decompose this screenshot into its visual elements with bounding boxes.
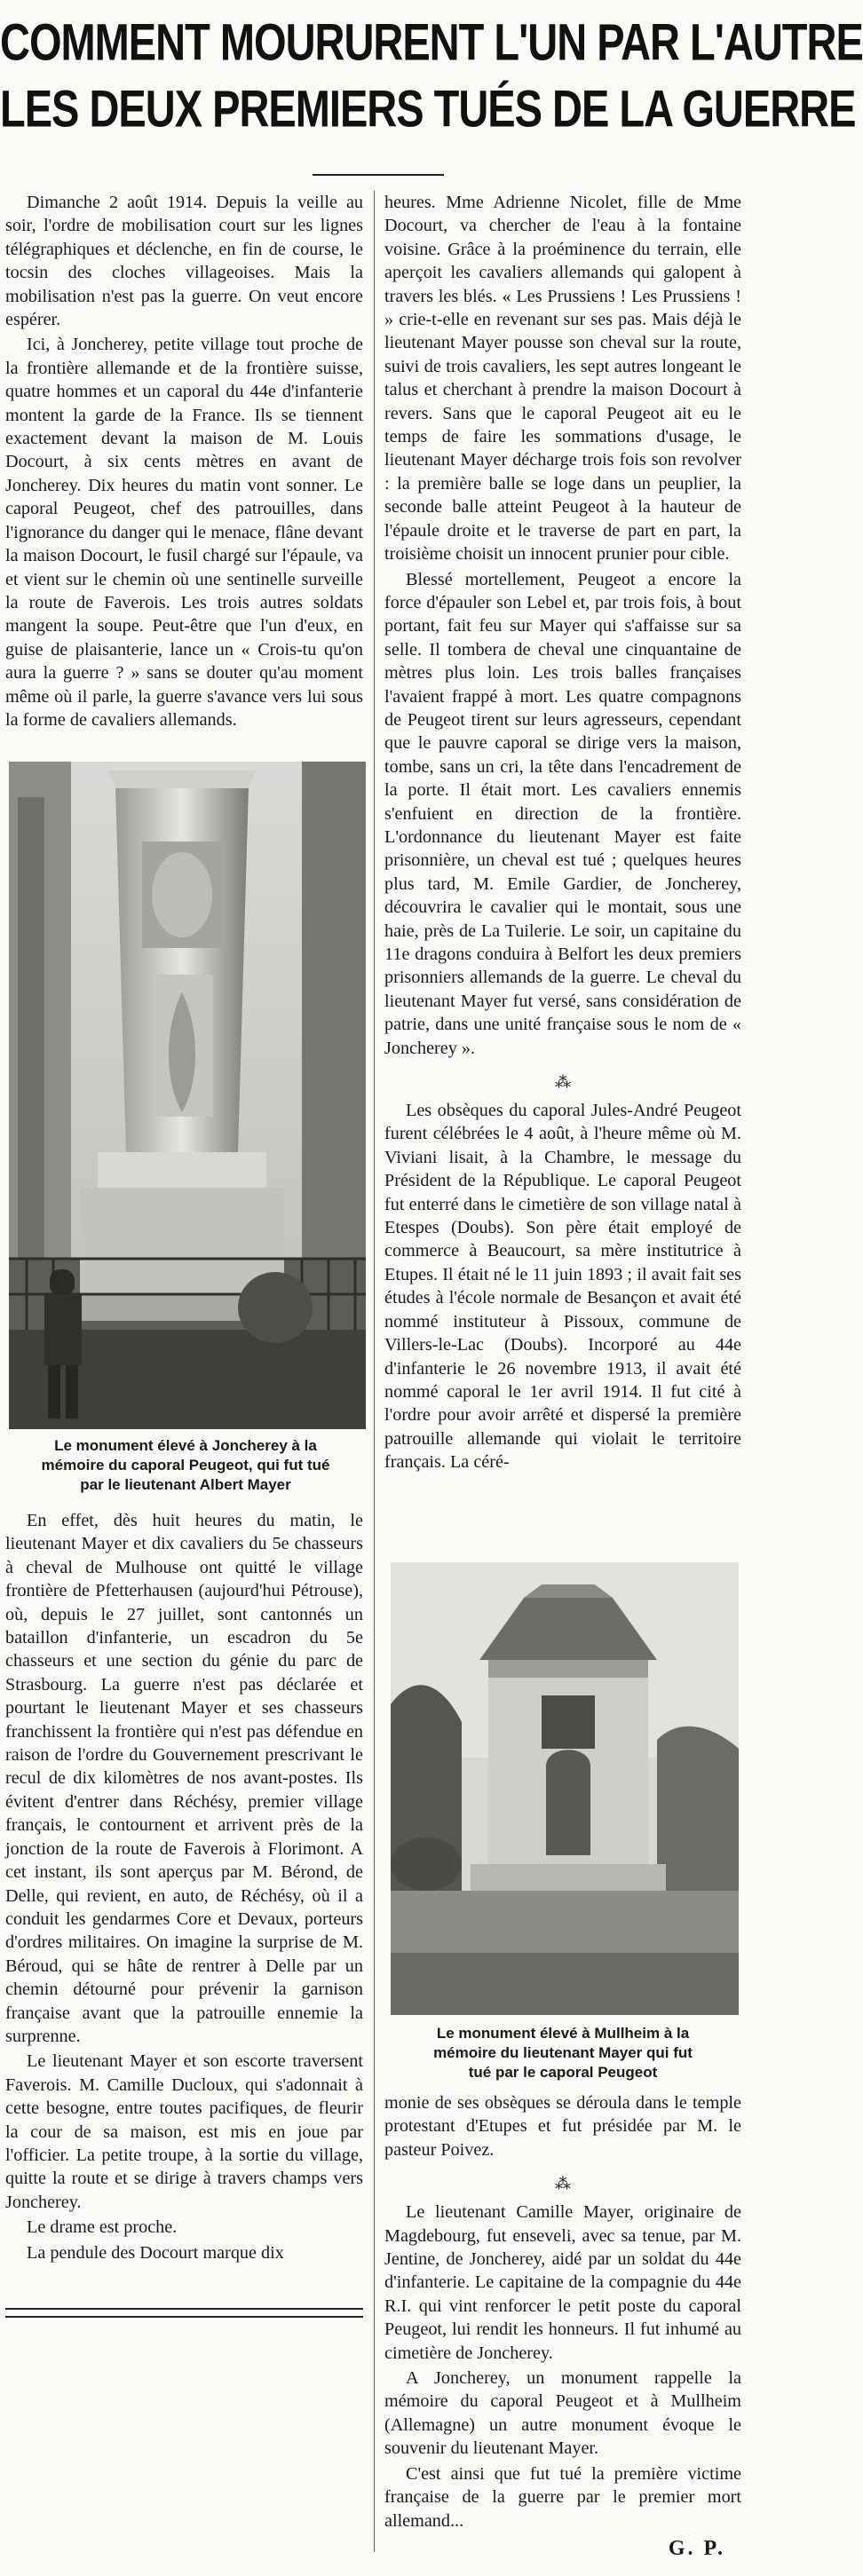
paragraph: Ici, à Joncherey, petite village tout proche de la frontière allemande et de la frontière suisse, quatre hommes et un caporal du 44e d'infanterie montent la garde de la France. Ils se tiennent exactement devant la maison de M. Louis Docourt, à six cents mètres en avant de Joncherey. Dix heures du matin vont sonner. Le caporal Peugeot, chef des patrouilles, dans l'ignorance du danger qui le menace, flâne devant la maison Docourt, le fusil chargé sur l'épaule, va et vient sur le chemin où une sentinelle surveille la route de Faverois. Les trois autres soldats mangent la soupe. Peut-être que l'un d'eux, en guise de plaisanterie, lance un « Crois-tu qu'on aura la guerre ? » sans se douter qu'au moment même où il parle, la guerre s'avance vers lui sous la forme de cavaliers allemands. [5, 335, 363, 730]
caption-line: tué par le caporal Peugeot [468, 2064, 658, 2081]
paragraph: heures. Mme Adrienne Nicolet, fille de Mme Docourt, va chercher de l'eau à la fontaine voisine. Grâce à la proéminence du terrain, elle aperçoit les cavaliers allemands qui galopent à travers les blés. « Les Prussiens ! Les Prussiens ! » crie-t-elle en revenant sur ses pas. Mais déjà le lieutenant Mayer pousse son cheval sur la route, suivi de trois cavaliers, les sept autres longeant le talus et cherchant à prendre la maison Docourt à revers. Sans que le caporal Peugeot ait eu le temps de faire les sommations d'usage, le lieutenant Mayer décharge trois fois son revolver : la première balle se loge dans un peuplier, la seconde balle atteint Peugeot à la hauteur de l'épaule droite et le traverse de part en part, la troisième choisit un innocent prunier pour cible. [384, 193, 741, 565]
headline [0, 9, 863, 142]
paragraph: Les obsèques du caporal Jules-André Peugeot furent célébrées le 4 août, à l'heure même où M. Viviani lisait, à la Chambre, le message du Président de la République. Le caporal Peugeot fut enterré dans le cimetière de son village natal à Etespes (Doubs). Son père était employé de commerce à Beaucourt, sa mère institutrice à Etupes. Il était né le 11 juin 1893 ; il avait fait ses études à l'école normale de Besançon et avait été nommé instituteur à Pissoux, commune de Villers-le-Lac (Doubs). Incorporé au 44e d'infanterie le 26 novembre 1913, il avait été nommé caporal le 1er avril 1914. Il fut cité à l'ordre pour avoir arrêté et dispersé la première patrouille allemande qui violait le territoire français. La céré- [384, 1101, 741, 1473]
headline-line-1: COMMENT MOURURENT L'UN PAR L'AUTRE [0, 12, 863, 71]
paragraph: La pendule des Docourt marque dix [27, 2242, 284, 2263]
author-signature: G. P. [668, 2537, 725, 2560]
photo-mullheim-monument [391, 1562, 739, 2015]
paragraph: Blessé mortellement, Peugeot a encore la force d'épauler son Lebel et, par trois fois, à bout portant, fait feu sur Mayer qui s'affaisse sur sa selle. Il tombera de cheval une cinquantaine de mètres plus loin. Les trois balles françaises l'avaient frappé à mort. Les quatre compagnons de Peugeot tirent sur leurs agresseurs, cependant que le pauvre caporal se dirige vers la maison, tombe, sans un cri, la tête dans l'encadrement de la porte. Il était mort. Les cavaliers ennemis s'enfuient en direction de la frontière. L'ordonnance du lieutenant Mayer est faite prisonnière, un cheval est tué ; quelques heures plus tard, M. Emile Gardier, de Joncherey, découvrira le cavalier qui le montait, sous une haie, près de La Tuilerie. Le soir, un capitaine du 11e dragons conduira à Belfort les deux premiers prisonniers allemands de la guerre. Le cheval du lieutenant Mayer fut versé, sans considération de patrie, dans une unité française sous le nom de « Joncherey ». [384, 569, 741, 1058]
section-separator: ⁂ [555, 2175, 571, 2193]
caption-line: par le lieutenant Albert Mayer [80, 1476, 291, 1493]
paragraph: En effet, dès huit heures du matin, le lieutenant Mayer et dix cavaliers du 5e chasseurs à cheval de Mulhouse ont quitté le village frontière de Pfetterhausen (aujourd'hui Pétrouse), où, depuis le 27 juillet, sont cantonnés un bataillon d'infanterie, un escadron du 5e chasseurs et une section du génie du parc de Strasbourg. La guerre n'est pas déclarée et pourtant le lieutenant Mayer et ses chasseurs franchissent la frontière qui n'est pas défendue en raison de l'ordre du Gouvernement prescrivant le recul de dix kilomètres de nos avant-postes. Ils évitent d'entrer dans Réchésy, premier village français, le contournent et arrivent près de la jonction de la route de Faverois à Florimont. A cet instant, ils sont aperçus par M. Bérond, de Delle, qui revient, en auto, de Réchésy, où il a conduit les gendarmes Core et Devaux, porteurs d'ordres militaires. On imagine la surprise de M. Béroud, qui se hâte de rentrer à Delle par un chemin détourné pour prévenir la garnison française avant que la patrouille ennemie la surprenne. [5, 1511, 363, 2046]
monument-photo-image [9, 762, 366, 1429]
paragraph: A Joncherey, un monument rappelle la mémoire du caporal Peugeot et à Mullheim (Allemagne) un autre monument évoque le souvenir du lieutenant Mayer. [384, 2368, 741, 2459]
column-left [5, 191, 363, 731]
caption-line: mémoire du lieutenant Mayer qui fut [433, 2044, 693, 2061]
column-right [384, 191, 741, 1474]
column-left-bottom [5, 1509, 363, 2264]
photo-joncherey-monument [9, 762, 366, 1429]
column-right-bottom [384, 2091, 741, 2533]
column-divider [374, 191, 375, 2552]
paragraph: Dimanche 2 août 1914. Depuis la veille au soir, l'ordre de mobilisation court sur les lignes télégraphiques et déclenche, en fin de course, le tocsin des cloches villageoises. Mais la mobilisation n'est pas la guerre. On veut encore espérer. [5, 193, 363, 330]
paragraph: C'est ainsi que fut tué la première victime française de la guerre par le premier mort allemand... [384, 2463, 741, 2531]
photo-mullheim-caption [384, 2024, 741, 2082]
caption-line: Le monument élevé à Mullheim à la [436, 2025, 690, 2042]
photo-joncherey-caption [5, 1436, 366, 1495]
caption-line: mémoire du caporal Peugeot, qui fut tué [41, 1457, 330, 1474]
caption-line: Le monument élevé à Joncherey à la [54, 1437, 317, 1454]
paragraph: Le drame est proche. [27, 2217, 178, 2238]
section-separator: ⁂ [555, 1073, 571, 1092]
headline-line-2: LES DEUX PREMIERS TUÉS DE LA GUERRE [0, 78, 856, 138]
col1-top-text [5, 191, 363, 731]
monument-photo-image [391, 1562, 739, 2015]
paragraph: monie de ses obsèques se déroula dans le temple protestant d'Etupes et fut présidée par M. le pasteur Poivez. [384, 2093, 741, 2160]
paragraph: Le lieutenant Mayer et son escorte traversent Faverois. M. Camille Ducloux, qui s'adonnait à cette besogne, entre toutes pacifiques, de fleurir la cour de sa maison, est mis en joue par l'officier. La petite troupe, à la sortie du village, quitte la route et se dirige à travers champs vers Joncherey. [5, 2051, 363, 2212]
left-column-end-rule [5, 2308, 363, 2318]
paragraph: Le lieutenant Camille Mayer, originaire de Magdebourg, fut enseveli, avec sa tenue, par M. Jentine, de Joncherey, aidé par un soldat du 44e d'infanterie. Le capitaine de la compagnie du 44e R.I. qui vint renforcer le petit poste du caporal Peugeot, lui rendit les honneurs. Il fut inhumé au cimetière de Joncherey. [384, 2202, 741, 2363]
headline-rule [313, 174, 444, 176]
